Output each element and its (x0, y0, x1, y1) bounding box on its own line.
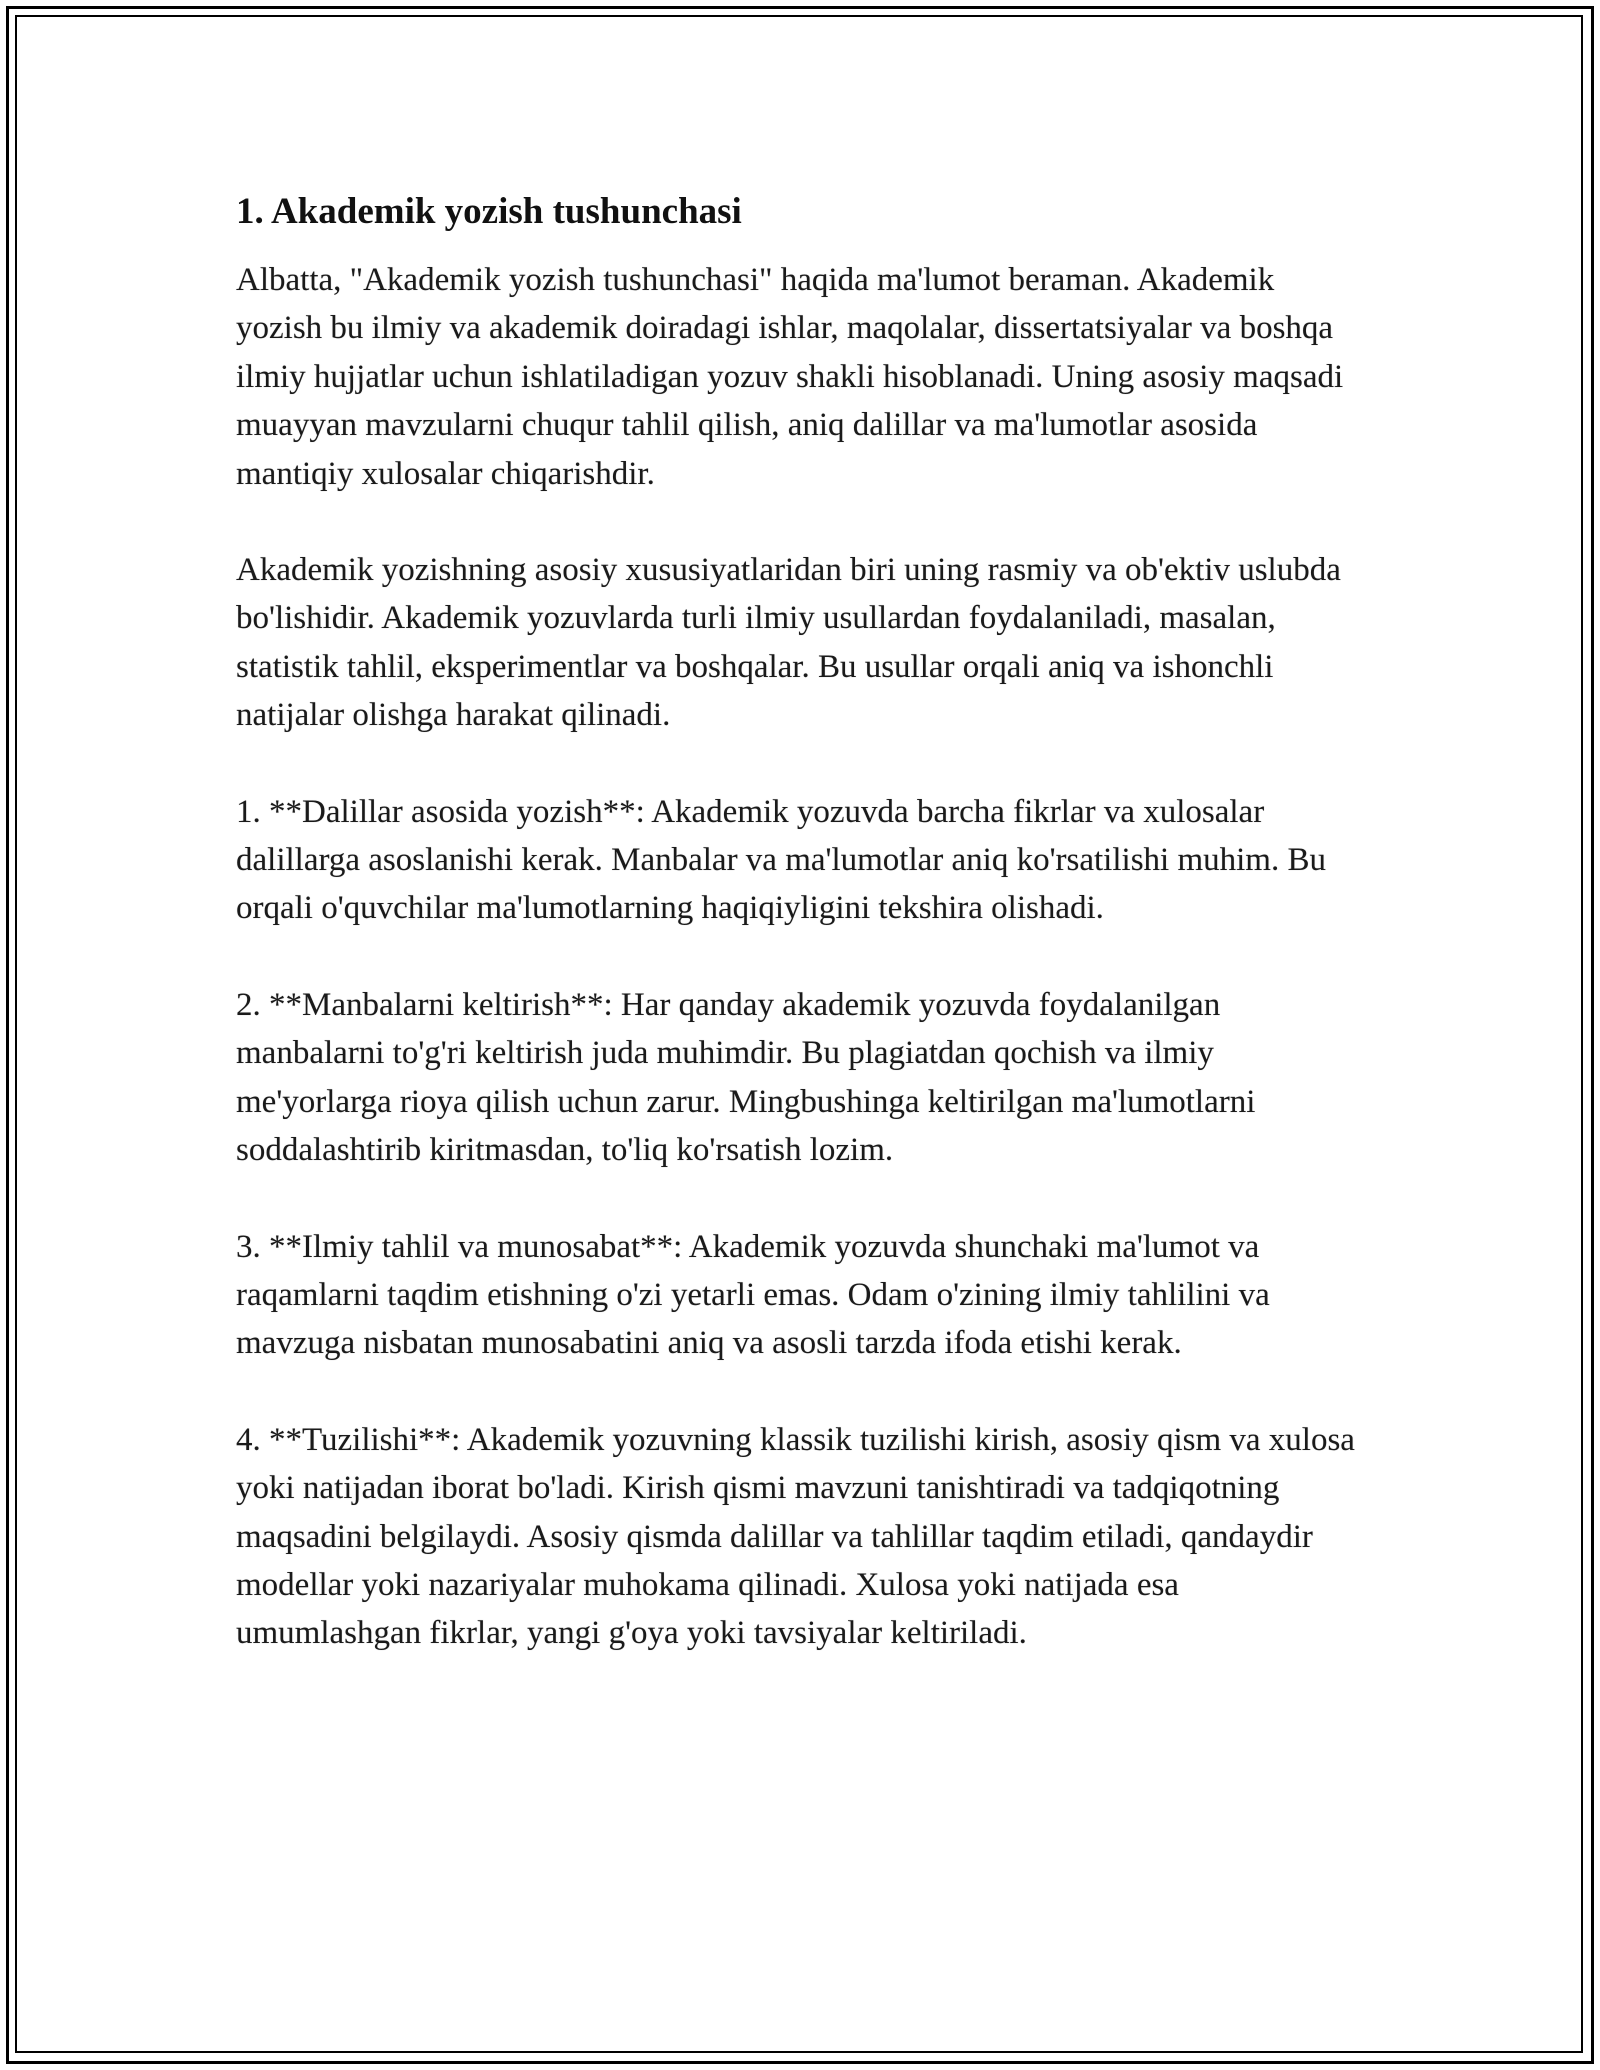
list-item-citations: 2. **Manbalarni keltirish**: Har qanday akademik yozuvda foydalanilgan manbalarni to'g'ri keltirish juda muhimdir. Bu plagiatdan qochish va ilmiy me'yorlarga rioya qilish uchun zarur. Mingbushinga keltirilgan ma'lumotlarni soddalashtirib kiritmasdan, to'liq ko'rsatish lozim. (236, 986, 1256, 1169)
list-item-evidence: 1. **Dalillar asosida yozish**: Akademik yozuvda barcha fikrlar va xulosalar dalillarga asoslanishi kerak. Manbalar va ma'lumotlar aniq ko'rsatilishi muhim. Bu orqali o'quvchilar ma'lumotlarning haqiqiyligini tekshira olishadi. (236, 793, 1326, 927)
list-item-structure: 4. **Tuzilishi**: Akademik yozuvning klassik tuzilishi kirish, asosiy qism va xulosa yoki natijadan iborat bo'ladi. Kirish qismi mavzuni tanishtiradi va tadqiqotning maqsadini belgilaydi. Asosiy qismda dalillar va tahlillar taqdim etiladi, qandaydir modellar yoki nazariyalar muhokama qilinadi. Xulosa yoki natijada esa umumlashgan fikrlar, yangi g'oya yoki tavsiyalar keltiriladi. (236, 1421, 1355, 1652)
page-title: 1. Akademik yozish tushunchasi (236, 191, 742, 232)
document-body (236, 188, 1366, 1706)
features-paragraph: Akademik yozishning asosiy xususiyatlaridan biri uning rasmiy va ob'ektiv uslubda bo'lishidir. Akademik yozuvlarda turli ilmiy usullardan foydalaniladi, masalan, statistik tahlil, eksperimentlar va boshqalar. Bu usullar orqali aniq va ishonchli natijalar olishga harakat qilinadi. (236, 552, 1341, 734)
intro-paragraph: Albatta, "Akademik yozish tushunchasi" haqida ma'lumot beraman. Akademik yozish bu ilmiy va akademik doiradagi ishlar, maqolalar, dissertatsiyalar va boshqa ilmiy hujjatlar uchun ishlatiladigan yozuv shakli hisoblanadi. Uning asosiy maqsadi muayyan mavzularni chuqur tahlil qilish, aniq dalillar va ma'lumotlar asosida mantiqiy xulosalar chiqarishdir. (236, 262, 1344, 492)
list-item-analysis: 3. **Ilmiy tahlil va munosabat**: Akademik yozuvda shunchaki ma'lumot va raqamlarni taqdim etishning o'zi yetarli emas. Odam o'zining ilmiy tahlilini va mavzuga nisbatan munosabatini aniq va asosli tarzda ifoda etishi kerak. (236, 1228, 1270, 1362)
